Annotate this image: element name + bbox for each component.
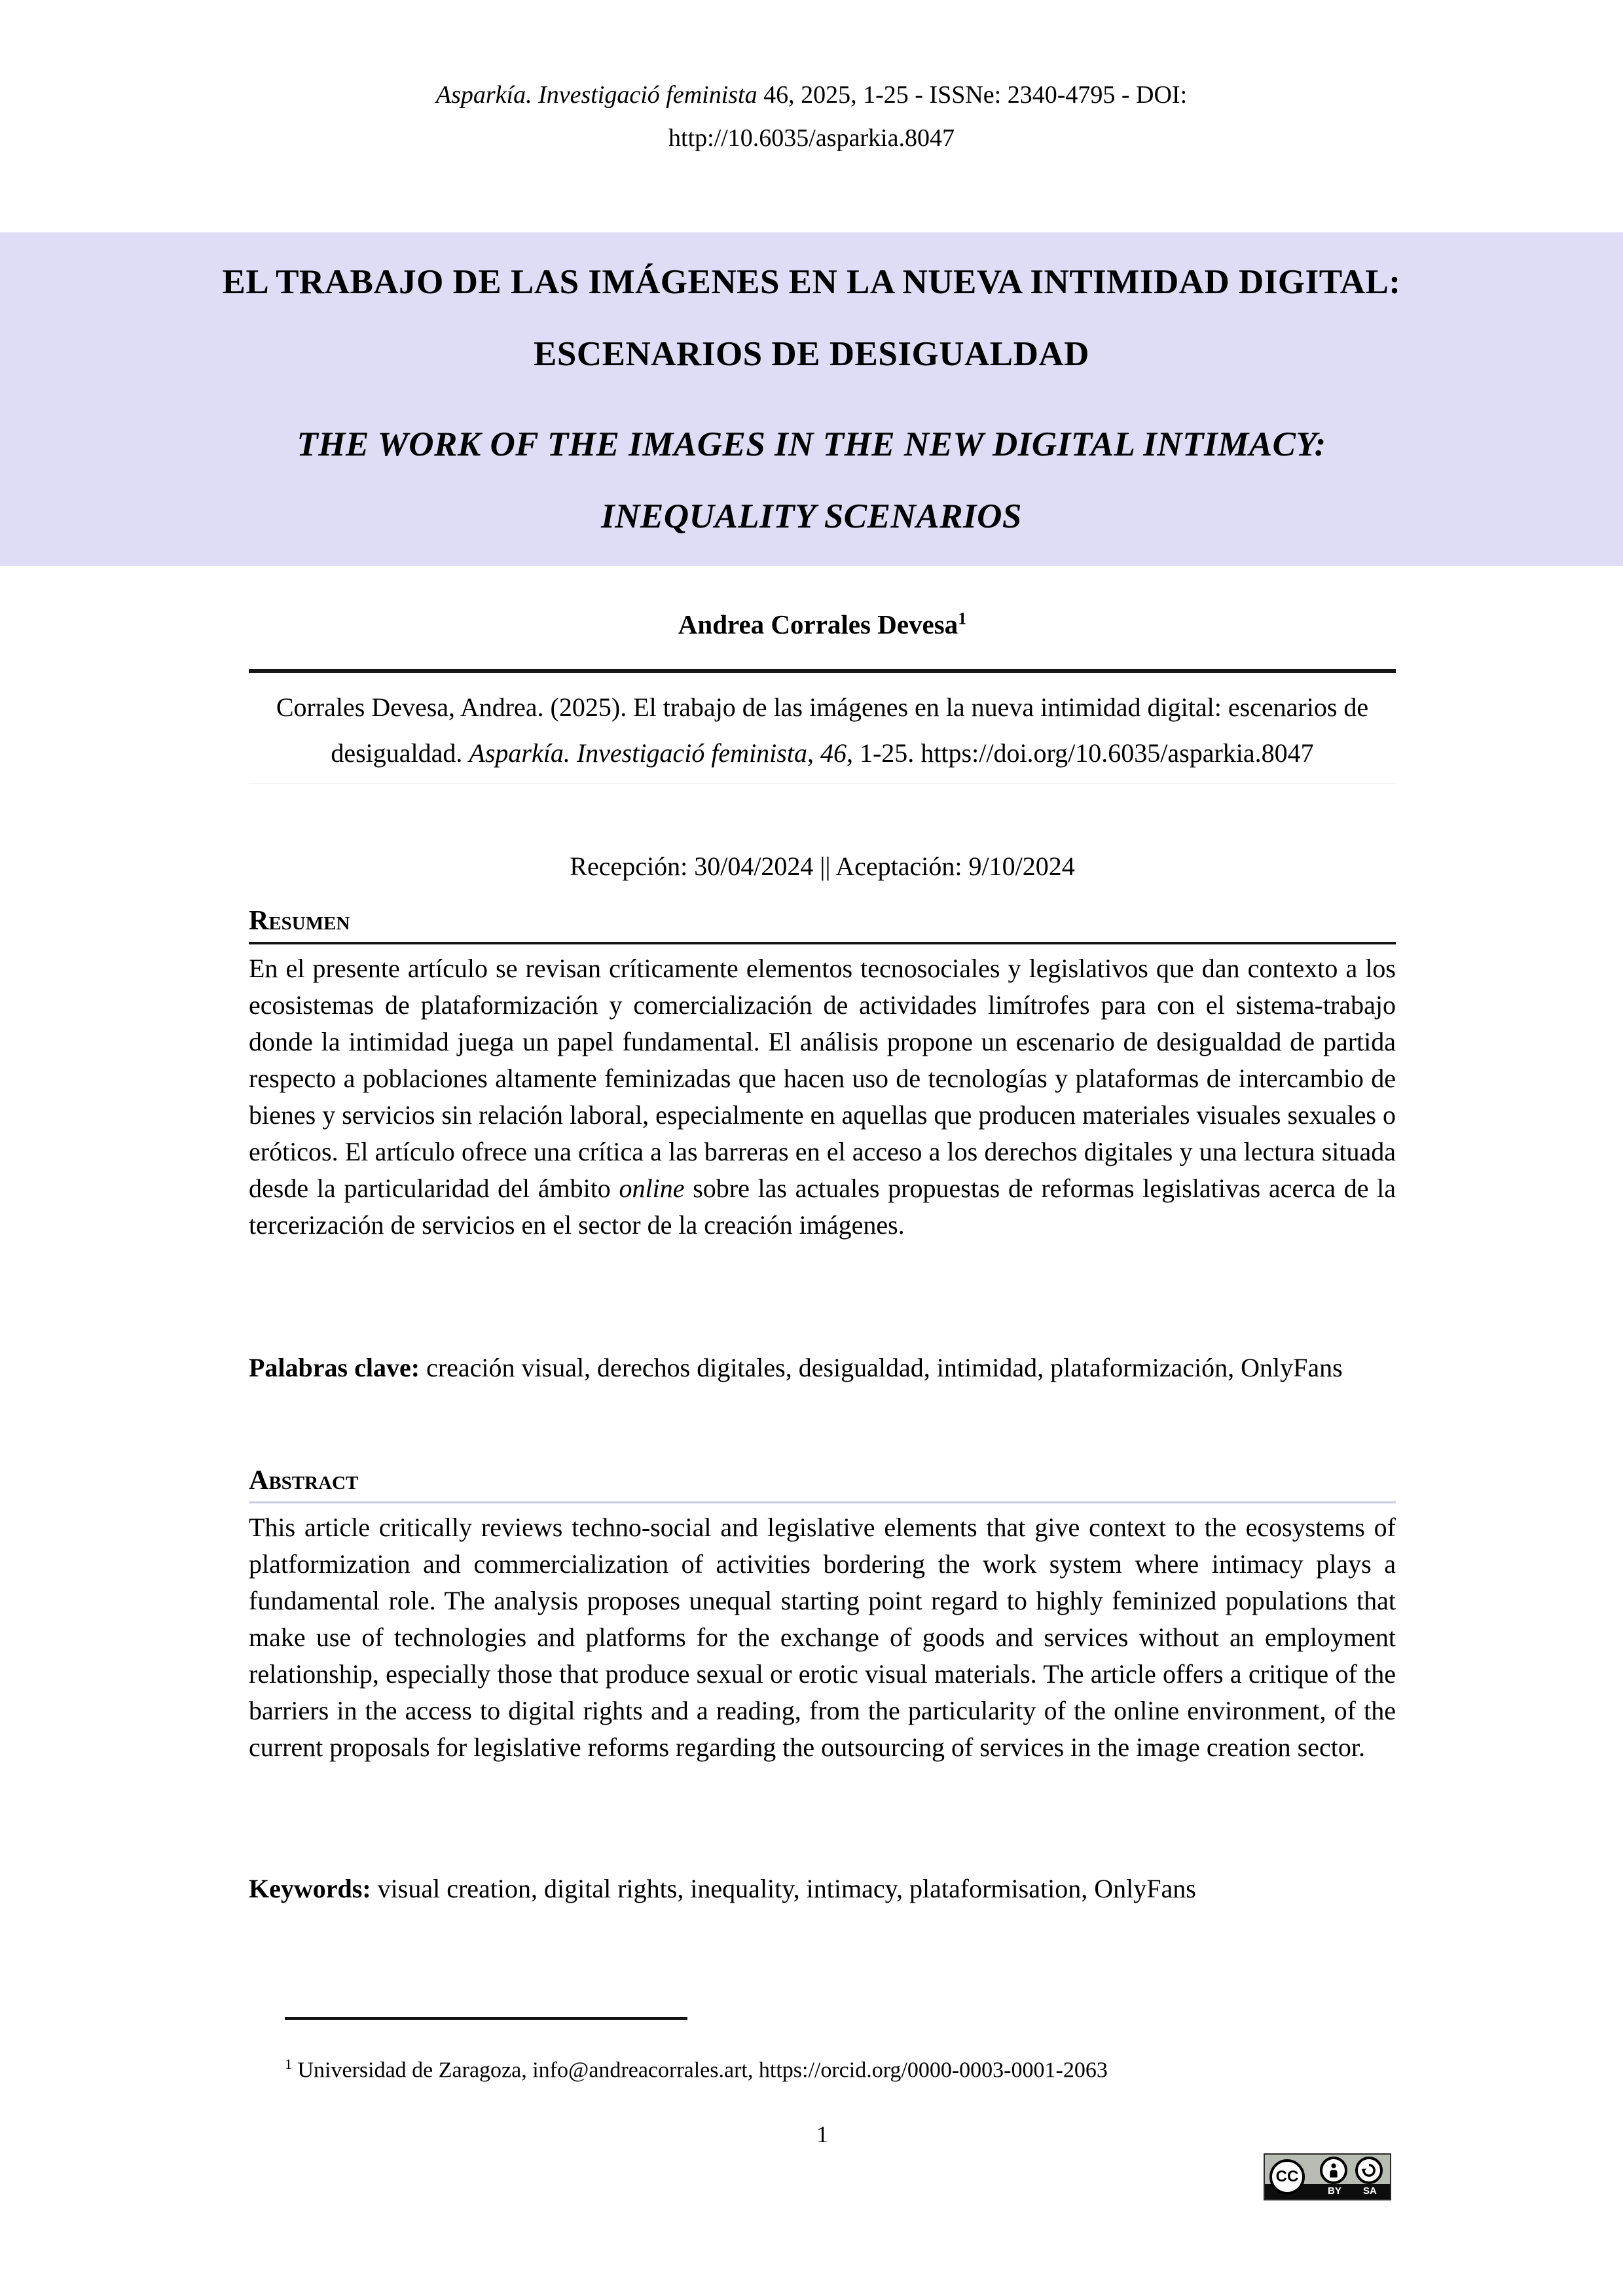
footnote-separator-comma: , xyxy=(747,2058,759,2083)
reception-acceptance-dates: Recepción: 30/04/2024 || Aceptación: 9/10/2024 xyxy=(570,852,1075,881)
palabras-clave-line xyxy=(249,1350,1396,1386)
author-line xyxy=(249,609,1396,640)
journal-doi-link[interactable]: http://10.6035/asparkia.8047 xyxy=(668,124,955,152)
palabras-clave-label: Palabras clave: xyxy=(249,1353,420,1382)
citation-block xyxy=(249,669,1396,783)
sa-share-alike-icon xyxy=(1355,2157,1383,2184)
resumen-text: En el presente artículo se revisan críticamente elementos tecnosociales y legislativos que dan contexto a los ecosistemas de plataformización y comercialización de actividades limítrofes para con el sistema-trabajo donde la intimidad juega un papel fundamental. El análisis propone un escenario de desigualdad de partida respecto a poblaciones altamente feminizadas que hacen uso de tecnologías y plataformas de intercambio de bienes y servicios sin relación laboral, especialmente en aquellas que producen materiales visuales sexuales o eróticos. El artículo ofrece una crítica a las barreras en el acceso a los derechos digitales y una lectura situada desde la particularidad del ámbito xyxy=(249,954,1396,1203)
footnote-mark: 1 xyxy=(285,2056,292,2072)
resumen-body xyxy=(249,950,1396,1244)
keywords-label: Keywords: xyxy=(249,1874,371,1903)
citation-journal-name: Asparkía. Investigació feminista xyxy=(469,738,807,768)
by-person-icon xyxy=(1320,2157,1347,2184)
footnote xyxy=(285,2049,1398,2086)
journal-header xyxy=(0,73,1623,160)
cc-icon xyxy=(1269,2159,1305,2195)
journal-name: Asparkía. Investigació feminista xyxy=(435,81,757,109)
footnote-orcid-link[interactable]: https://orcid.org/0000-0003-0001-2063 xyxy=(758,2058,1108,2083)
author-name: Andrea Corrales Devesa xyxy=(678,609,958,639)
resumen-text-end: sobre las actuales propuestas de reformas legislativas acerca de la tercerización de servicios en el sector de la creación imágenes. xyxy=(249,1174,1396,1240)
title-band xyxy=(0,232,1623,566)
citation-doi-link[interactable]: https://doi.org/10.6035/asparkia.8047 xyxy=(921,738,1314,768)
palabras-clave-text: creación visual, derechos digitales, desigualdad, intimidad, plataformización, OnlyFans xyxy=(420,1353,1343,1382)
article-title-spanish: EL TRABAJO DE LAS IMÁGENES EN LA NUEVA INTIMIDAD DIGITAL: ESCENARIOS DE DESIGUALDAD xyxy=(222,263,1401,373)
citation-text: Corrales Devesa, Andrea. (2025). El trabajo de las imágenes en la nueva intimidad digital: escenarios de desigualdad. xyxy=(276,692,1369,768)
cc-by-label: BY xyxy=(1328,2185,1341,2197)
cc-sa-label: SA xyxy=(1363,2185,1377,2197)
citation-comma: , xyxy=(807,738,820,768)
author-footnote-mark[interactable]: 1 xyxy=(958,609,967,628)
footnote-affiliation: Universidad de Zaragoza, xyxy=(292,2058,533,2083)
keywords-line xyxy=(249,1871,1396,1907)
keywords-text: visual creation, digital rights, inequality, intimacy, plataformisation, OnlyFans xyxy=(371,1874,1196,1903)
abstract-body: This article critically reviews techno-social and legislative elements that give context to the ecosystems of platformization and commercialization of activities bordering the work system where intimacy plays a fundamental role. The analysis proposes unequal starting point regard to highly feminized populations that make use of technologies and platforms for the exchange of goods and services without an employment relationship, especially those that produce sexual or erotic visual materials. The article offers a critique of the barriers in the access to digital rights and a reading, from the particularity of the online environment, of the current proposals for legislative reforms regarding the outsourcing of services in the image creation sector. xyxy=(249,1513,1396,1762)
footnote-email-link[interactable]: info@andreacorrales.art xyxy=(532,2058,748,2083)
cc-by-sa-license-badge[interactable] xyxy=(1264,2153,1391,2200)
footnote-separator-rule xyxy=(285,2017,687,2020)
journal-issue-info: 46, 2025, 1-25 - ISSNe: 2340-4795 - DOI: xyxy=(757,81,1188,109)
resumen-section-heading: Resumen xyxy=(249,905,1396,944)
citation-pages: , 1-25. xyxy=(846,738,921,768)
cc-icon-text: CC xyxy=(1275,2168,1299,2185)
resumen-online-italic: online xyxy=(619,1174,685,1203)
article-title-english: THE WORK OF THE IMAGES IN THE NEW DIGITAL INTIMACY: INEQUALITY SCENARIOS xyxy=(297,425,1326,535)
citation-volume: 46 xyxy=(820,738,847,768)
page-number: 1 xyxy=(816,2121,828,2147)
abstract-section-heading: Abstract xyxy=(249,1465,1396,1503)
